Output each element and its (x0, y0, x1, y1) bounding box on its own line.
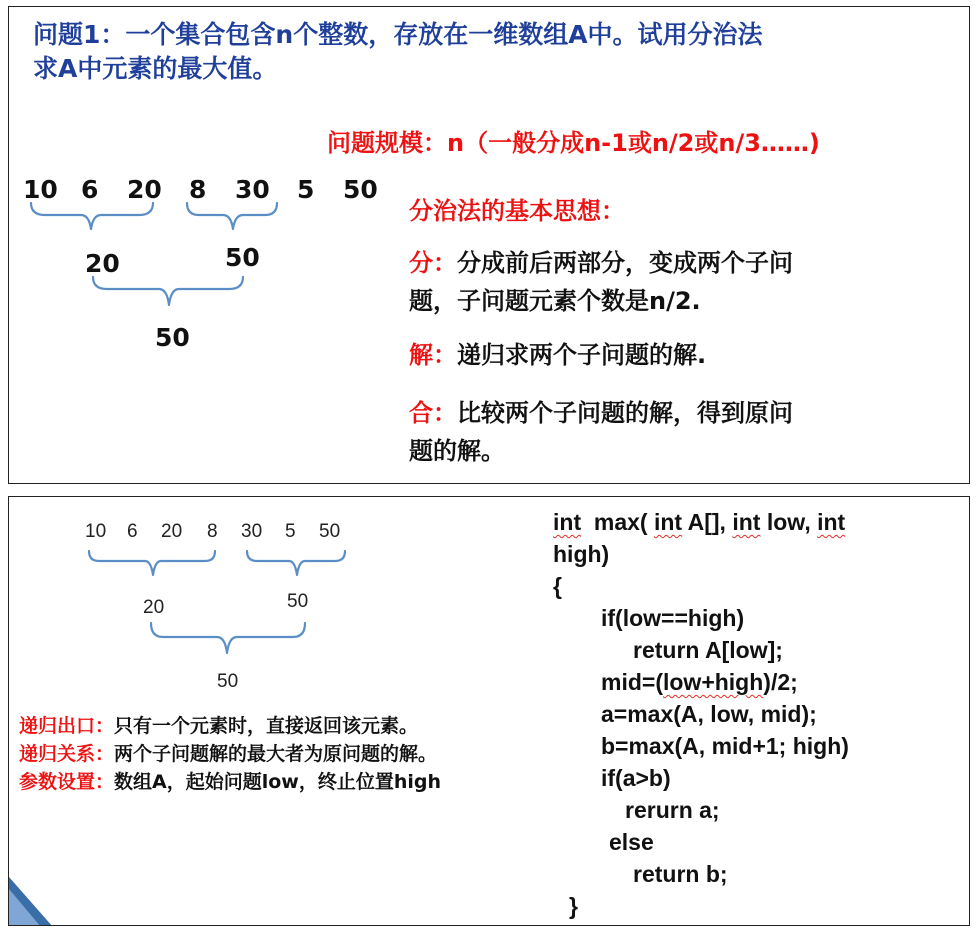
note-recursion-exit (19, 711, 418, 738)
top-slide-panel (8, 6, 970, 484)
code-token: low+high (662, 669, 764, 695)
tree-number: 30 (241, 521, 263, 542)
tree-number: 50 (319, 521, 341, 542)
note-label: 递归出口： (19, 715, 115, 737)
tree-number: 5 (297, 175, 315, 204)
bottom-tree-braces (9, 497, 19, 507)
solve-line (409, 335, 706, 370)
code-token: int (732, 509, 761, 535)
merge-line2: 题的解。 (409, 437, 505, 465)
problem-scale-note: 问题规模：n（一般分成n-1或n/2或n/3……) (327, 129, 820, 157)
problem-title-line1: 问题1：一个集合包含n个整数，存放在一维数组A中。试用分治法 (33, 20, 763, 49)
brace-root (151, 623, 305, 653)
note-label: 参数设置： (19, 771, 115, 793)
code-line: else (609, 829, 654, 855)
brace-left-group (31, 203, 153, 229)
code-line: high) (553, 541, 610, 567)
code-token: int (653, 509, 683, 535)
code-line: if(low==high) (601, 605, 745, 631)
code-line: } (569, 893, 578, 919)
tree-number: 30 (235, 175, 270, 204)
merge-label: 合： (409, 399, 457, 427)
code-token: low, (760, 509, 818, 535)
problem-title-line2: 求A中元素的最大值。 (33, 54, 278, 83)
note-text: 数组A，起始问题low，终止位置high (114, 771, 442, 793)
divide-line1 (409, 243, 793, 278)
tree-number: 10 (85, 521, 107, 542)
divide-line2: 题，子问题元素个数是n/2. (409, 287, 701, 315)
root-max-value: 50 (155, 323, 190, 352)
solve-text: 递归求两个子问题的解. (457, 341, 707, 369)
code-token: )/2; (763, 669, 798, 695)
code-line: { (553, 573, 562, 599)
right-max-value: 50 (225, 243, 260, 272)
note-parameters (19, 767, 441, 794)
tree-number: 20 (127, 175, 162, 204)
note-text: 只有一个元素时，直接返回该元素。 (114, 715, 419, 737)
code-line: rerurn a; (625, 797, 720, 823)
merge-text: 比较两个子问题的解，得到原问 (457, 399, 793, 427)
tree-number: 10 (23, 175, 58, 204)
left-max-value: 20 (85, 249, 120, 278)
divide-text: 分成前后两部分，变成两个子问 (457, 249, 793, 277)
code-line: return b; (633, 861, 728, 887)
code-line: b=max(A, mid+1; high) (601, 733, 849, 759)
code-token: max( (581, 509, 654, 535)
brace-left-group (89, 551, 215, 575)
merge-line1 (409, 393, 793, 428)
brace-right-group (247, 551, 345, 575)
top-tree-braces (9, 7, 19, 17)
code-token: int (553, 509, 582, 535)
tree-number: 6 (127, 521, 138, 542)
right-max-value: 50 (287, 591, 309, 612)
code-line: return A[low]; (633, 637, 783, 663)
code-token: int (817, 509, 846, 535)
root-max-value: 50 (217, 671, 239, 692)
code-line-signature (553, 509, 845, 536)
code-line: a=max(A, low, mid); (601, 701, 817, 727)
tree-number: 20 (161, 521, 183, 542)
tree-number: 8 (207, 521, 218, 542)
code-line: if(a>b) (601, 765, 671, 791)
note-recursion-relation (19, 739, 437, 766)
note-text: 两个子问题解的最大者为原问题的解。 (114, 743, 438, 765)
tree-number: 6 (81, 175, 99, 204)
note-label: 递归关系： (19, 743, 115, 765)
code-line-mid (601, 669, 798, 696)
solve-label: 解： (409, 341, 457, 369)
code-token: mid=( (601, 669, 663, 695)
tree-number: 5 (285, 521, 296, 542)
left-max-value: 20 (143, 597, 165, 618)
divide-label: 分： (409, 249, 457, 277)
brace-right-group (187, 203, 277, 229)
corner-decoration-icon (9, 867, 69, 926)
code-token: A[], (682, 509, 733, 535)
bottom-slide-panel (8, 496, 970, 926)
tree-number: 50 (343, 175, 378, 204)
idea-title: 分治法的基本思想： (409, 197, 625, 225)
brace-root (93, 277, 243, 305)
tree-number: 8 (189, 175, 207, 204)
